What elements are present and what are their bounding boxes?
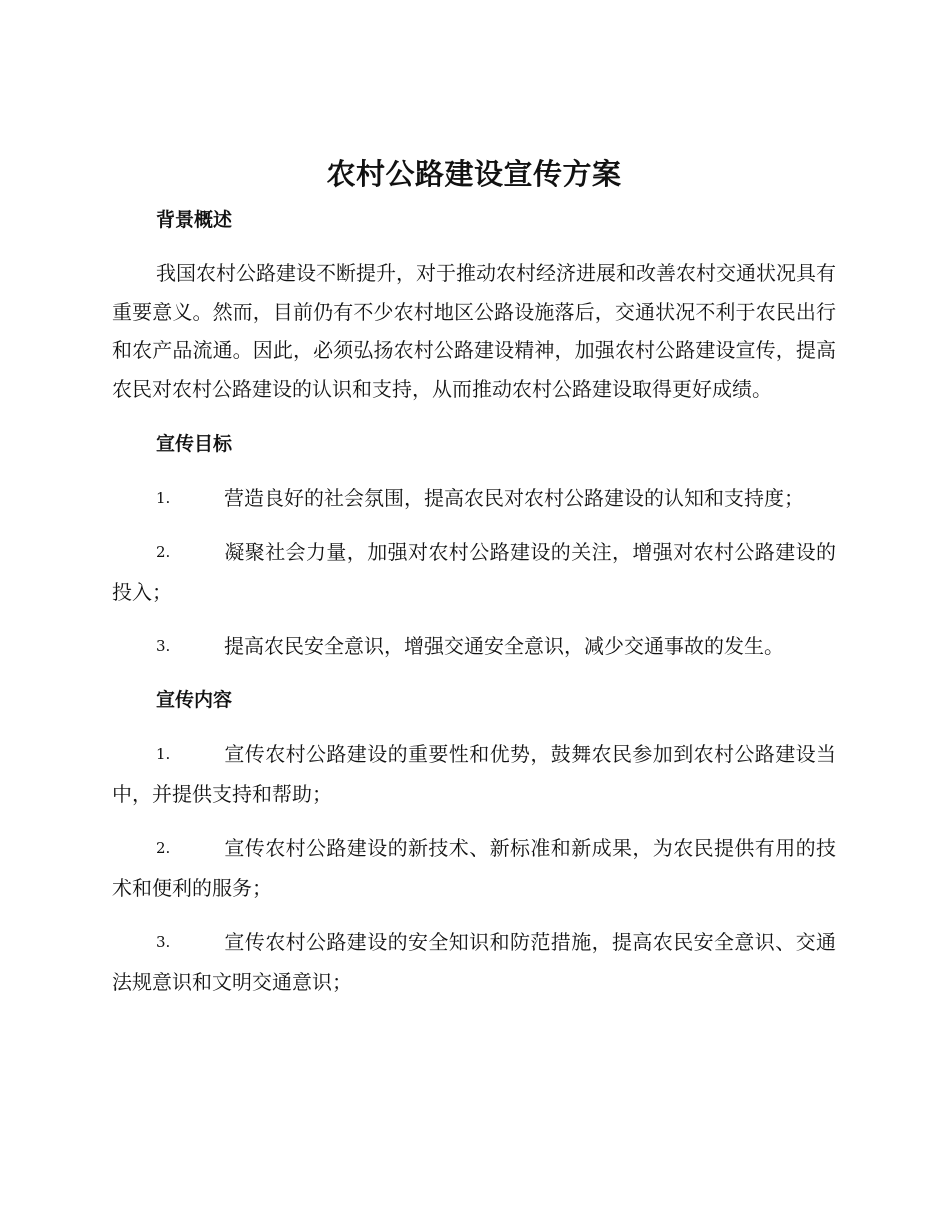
list-item-number: 1.: [156, 745, 171, 763]
list-item-number: 2.: [156, 543, 171, 561]
content-list: [112, 734, 836, 1002]
list-item-number: 1.: [156, 489, 171, 507]
background-paragraph: 我国农村公路建设不断提升，对于推动农村经济进展和改善农村交通状况具有重要意义。然而，目前仍有不少农村地区公路设施落后，交通状况不利于农民出行和农产品流通。因此，必须弘扬农村公路建设精神，加强农村公路建设宣传，提高农民对农村公路建设的认识和支持，从而推动农村公路建设取得更好成绩。: [112, 261, 836, 401]
list-item-text: 宣传农村公路建设的新技术、新标准和新成果，为农民提供有用的技术和便利的服务；: [112, 836, 836, 900]
list-item-number: 3.: [156, 933, 171, 951]
goals-list: [112, 478, 836, 666]
list-item-text: 宣传农村公路建设的重要性和优势，鼓舞农民参加到农村公路建设当中，并提供支持和帮助；: [112, 742, 836, 806]
section-heading-content: 宣传内容: [156, 689, 233, 711]
list-item: [112, 922, 836, 1002]
list-item-text: 凝聚社会力量，加强对农村公路建设的关注，增强对农村公路建设的投入；: [112, 540, 836, 604]
document-body: [112, 150, 836, 1016]
list-item-text: 宣传农村公路建设的安全知识和防范措施，提高农民安全意识、交通法规意识和文明交通意识；: [112, 930, 836, 994]
section-heading-background: 背景概述: [156, 209, 233, 231]
section-heading-goals: 宣传目标: [156, 433, 233, 455]
list-item: [112, 626, 836, 666]
list-item-number: 2.: [156, 839, 171, 857]
list-item-text: 提高农民安全意识，增强交通安全意识，减少交通事故的发生。: [224, 634, 784, 658]
document-title: 农村公路建设宣传方案: [326, 157, 622, 191]
list-item: [112, 734, 836, 814]
list-item: [112, 828, 836, 908]
list-item-text: 营造良好的社会氛围，提高农民对农村公路建设的认知和支持度；: [224, 486, 804, 510]
list-item: [112, 478, 836, 518]
list-item: [112, 532, 836, 612]
list-item-number: 3.: [156, 637, 171, 655]
